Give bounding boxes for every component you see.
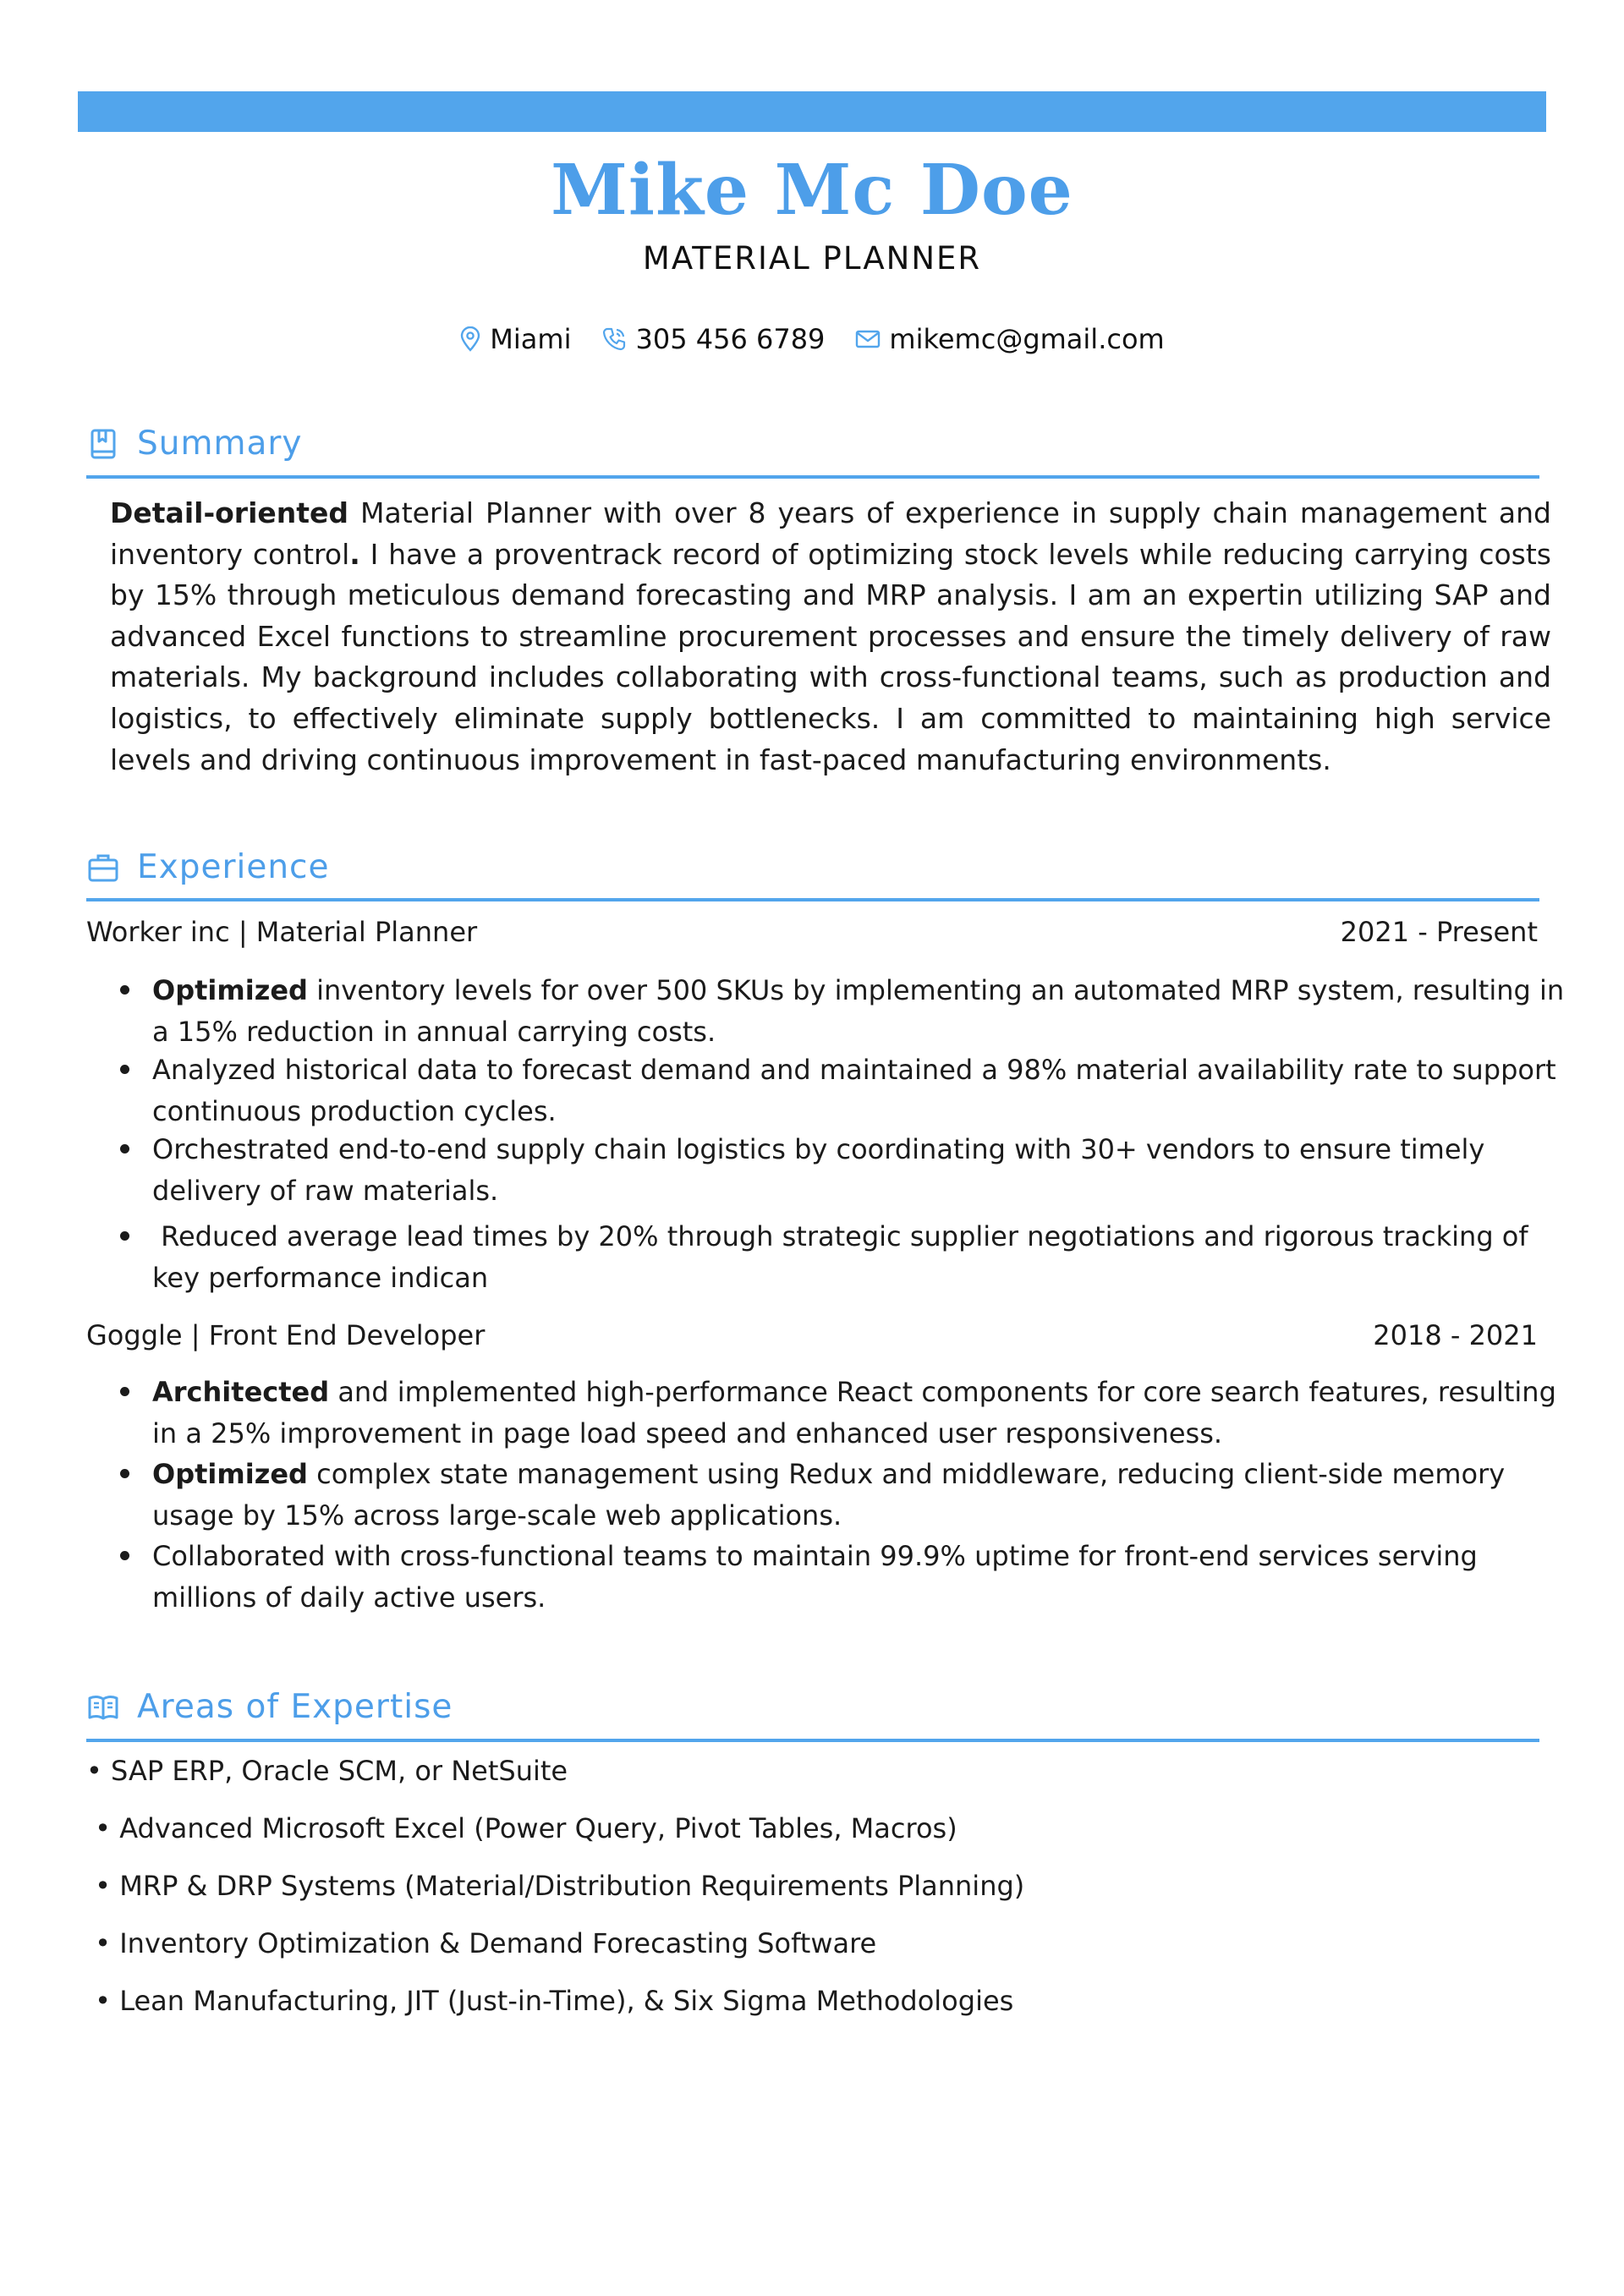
bullet-dot	[120, 1065, 129, 1074]
bullet-dot	[120, 1231, 129, 1241]
bullet-text: Analyzed historical data to forecast demand and maintained a 98% material availability rate to support continuous production cycles.	[152, 1054, 1565, 1127]
summary-lead: Detail-oriented	[110, 496, 349, 529]
bullet-bold: Optimized	[152, 974, 308, 1006]
contact-location	[459, 321, 571, 357]
bullet-text: inventory levels for over 500 SKUs by implementing an automated MRP system, resulting in a 15% reduction in annual carrying costs.	[152, 974, 1573, 1048]
list-item	[120, 1372, 1568, 1454]
phone-text: 305 456 6789	[635, 323, 826, 355]
open-book-icon	[86, 1690, 120, 1724]
bullet-text: Orchestrated end-to-end supply chain logistics by coordinating with 30+ vendors to ensure timely delivery of raw materials.	[152, 1133, 1494, 1207]
bullet-text: Reduced average lead times by 20% through strategic supplier negotiations and rigorous tracking of key performance indican	[152, 1220, 1537, 1294]
bullet-bold: Optimized	[152, 1458, 308, 1490]
summary-bold-dot: .	[349, 537, 360, 571]
summary-section-title: Summary	[137, 425, 303, 463]
list-item	[120, 970, 1573, 1052]
job-1-bullets	[120, 970, 1573, 1298]
job-1-dates: 2021 - Present	[1340, 916, 1538, 948]
experience-divider	[86, 898, 1539, 901]
bullet-text: Collaborated with cross-functional teams to maintain 99.9% uptime for front-end services serving millions of daily active users.	[152, 1540, 1487, 1614]
experience-section-title: Experience	[137, 848, 330, 886]
bullet-dot	[120, 1144, 129, 1153]
skill-item: • Advanced Microsoft Excel (Power Query, Pivot Tables, Macros)	[86, 1812, 957, 1844]
header-accent-bar	[78, 91, 1546, 132]
location-pin-icon	[459, 326, 481, 352]
bullet-dot	[120, 1387, 129, 1396]
phone-icon	[601, 326, 627, 352]
summary-paragraph	[110, 493, 1551, 781]
job-2-dates: 2018 - 2021	[1373, 1319, 1538, 1351]
bullet-dot	[120, 1551, 129, 1560]
contact-phone	[601, 321, 825, 357]
summary-text-2: I have a proventrack record of optimizing stock levels while reducing carrying costs by 15% through meticulous demand forecasting and MRP analysis. I am an expertin utilizing SAP and advanced Excel functions to streamline procurement processes and ensure the timely delivery of raw materials. My background includes collaborating with cross-functional teams, such as production and logistics, to effectively eliminate supply bottlenecks. I am committed to maintaining high service levels and driving continuous improvement in fast-paced manufacturing environments.	[110, 537, 1551, 776]
job-2-header	[86, 1318, 1538, 1353]
job-title: MATERIAL PLANNER	[642, 240, 982, 277]
job-2-bullets	[120, 1372, 1568, 1618]
list-item	[120, 1454, 1568, 1536]
list-item	[120, 1216, 1568, 1298]
location-text: Miami	[490, 323, 572, 355]
email-text: mikemc@gmail.com	[889, 323, 1165, 355]
summary-section-header	[86, 425, 1541, 463]
experience-section-header	[86, 848, 1541, 886]
summary-text-1: Material Planner with over 8 years of experience in supply chain management and inventory control	[110, 496, 1551, 571]
skill-item: • SAP ERP, Oracle SCM, or NetSuite	[86, 1755, 568, 1787]
list-item	[120, 1049, 1568, 1132]
expertise-divider	[86, 1739, 1539, 1742]
envelope-icon	[855, 329, 881, 349]
job-1-header	[86, 914, 1538, 950]
skill-item: • MRP & DRP Systems (Material/Distribution Requirements Planning)	[86, 1870, 1025, 1902]
skill-item: • Lean Manufacturing, JIT (Just-in-Time), & Six Sigma Methodologies	[86, 1985, 1014, 2017]
bullet-dot	[120, 1469, 129, 1478]
bullet-bold: Architected	[152, 1376, 330, 1408]
bullet-text: complex state management using Redux and middleware, reducing client-side memory usage by 15% across large-scale web applications.	[152, 1458, 1514, 1532]
expertise-section-header	[86, 1688, 1541, 1726]
list-item	[120, 1536, 1568, 1618]
bookmark-book-icon	[86, 427, 120, 461]
summary-divider	[86, 475, 1539, 479]
list-item	[120, 1129, 1568, 1211]
briefcase-icon	[86, 851, 120, 885]
skill-item: • Inventory Optimization & Demand Forecasting Software	[86, 1927, 877, 1959]
expertise-section-title: Areas of Expertise	[137, 1688, 453, 1726]
candidate-name: Mike Mc Doe	[551, 150, 1073, 231]
contact-info	[0, 321, 1624, 357]
job-1-heading: Worker inc | Material Planner	[86, 916, 478, 948]
bullet-dot	[120, 985, 129, 995]
bullet-text: and implemented high-performance React components for core search features, resulting in a 25% improvement in page load speed and enhanced user responsiveness.	[152, 1376, 1566, 1449]
contact-email	[855, 321, 1164, 357]
job-2-heading: Goggle | Front End Developer	[86, 1319, 486, 1351]
